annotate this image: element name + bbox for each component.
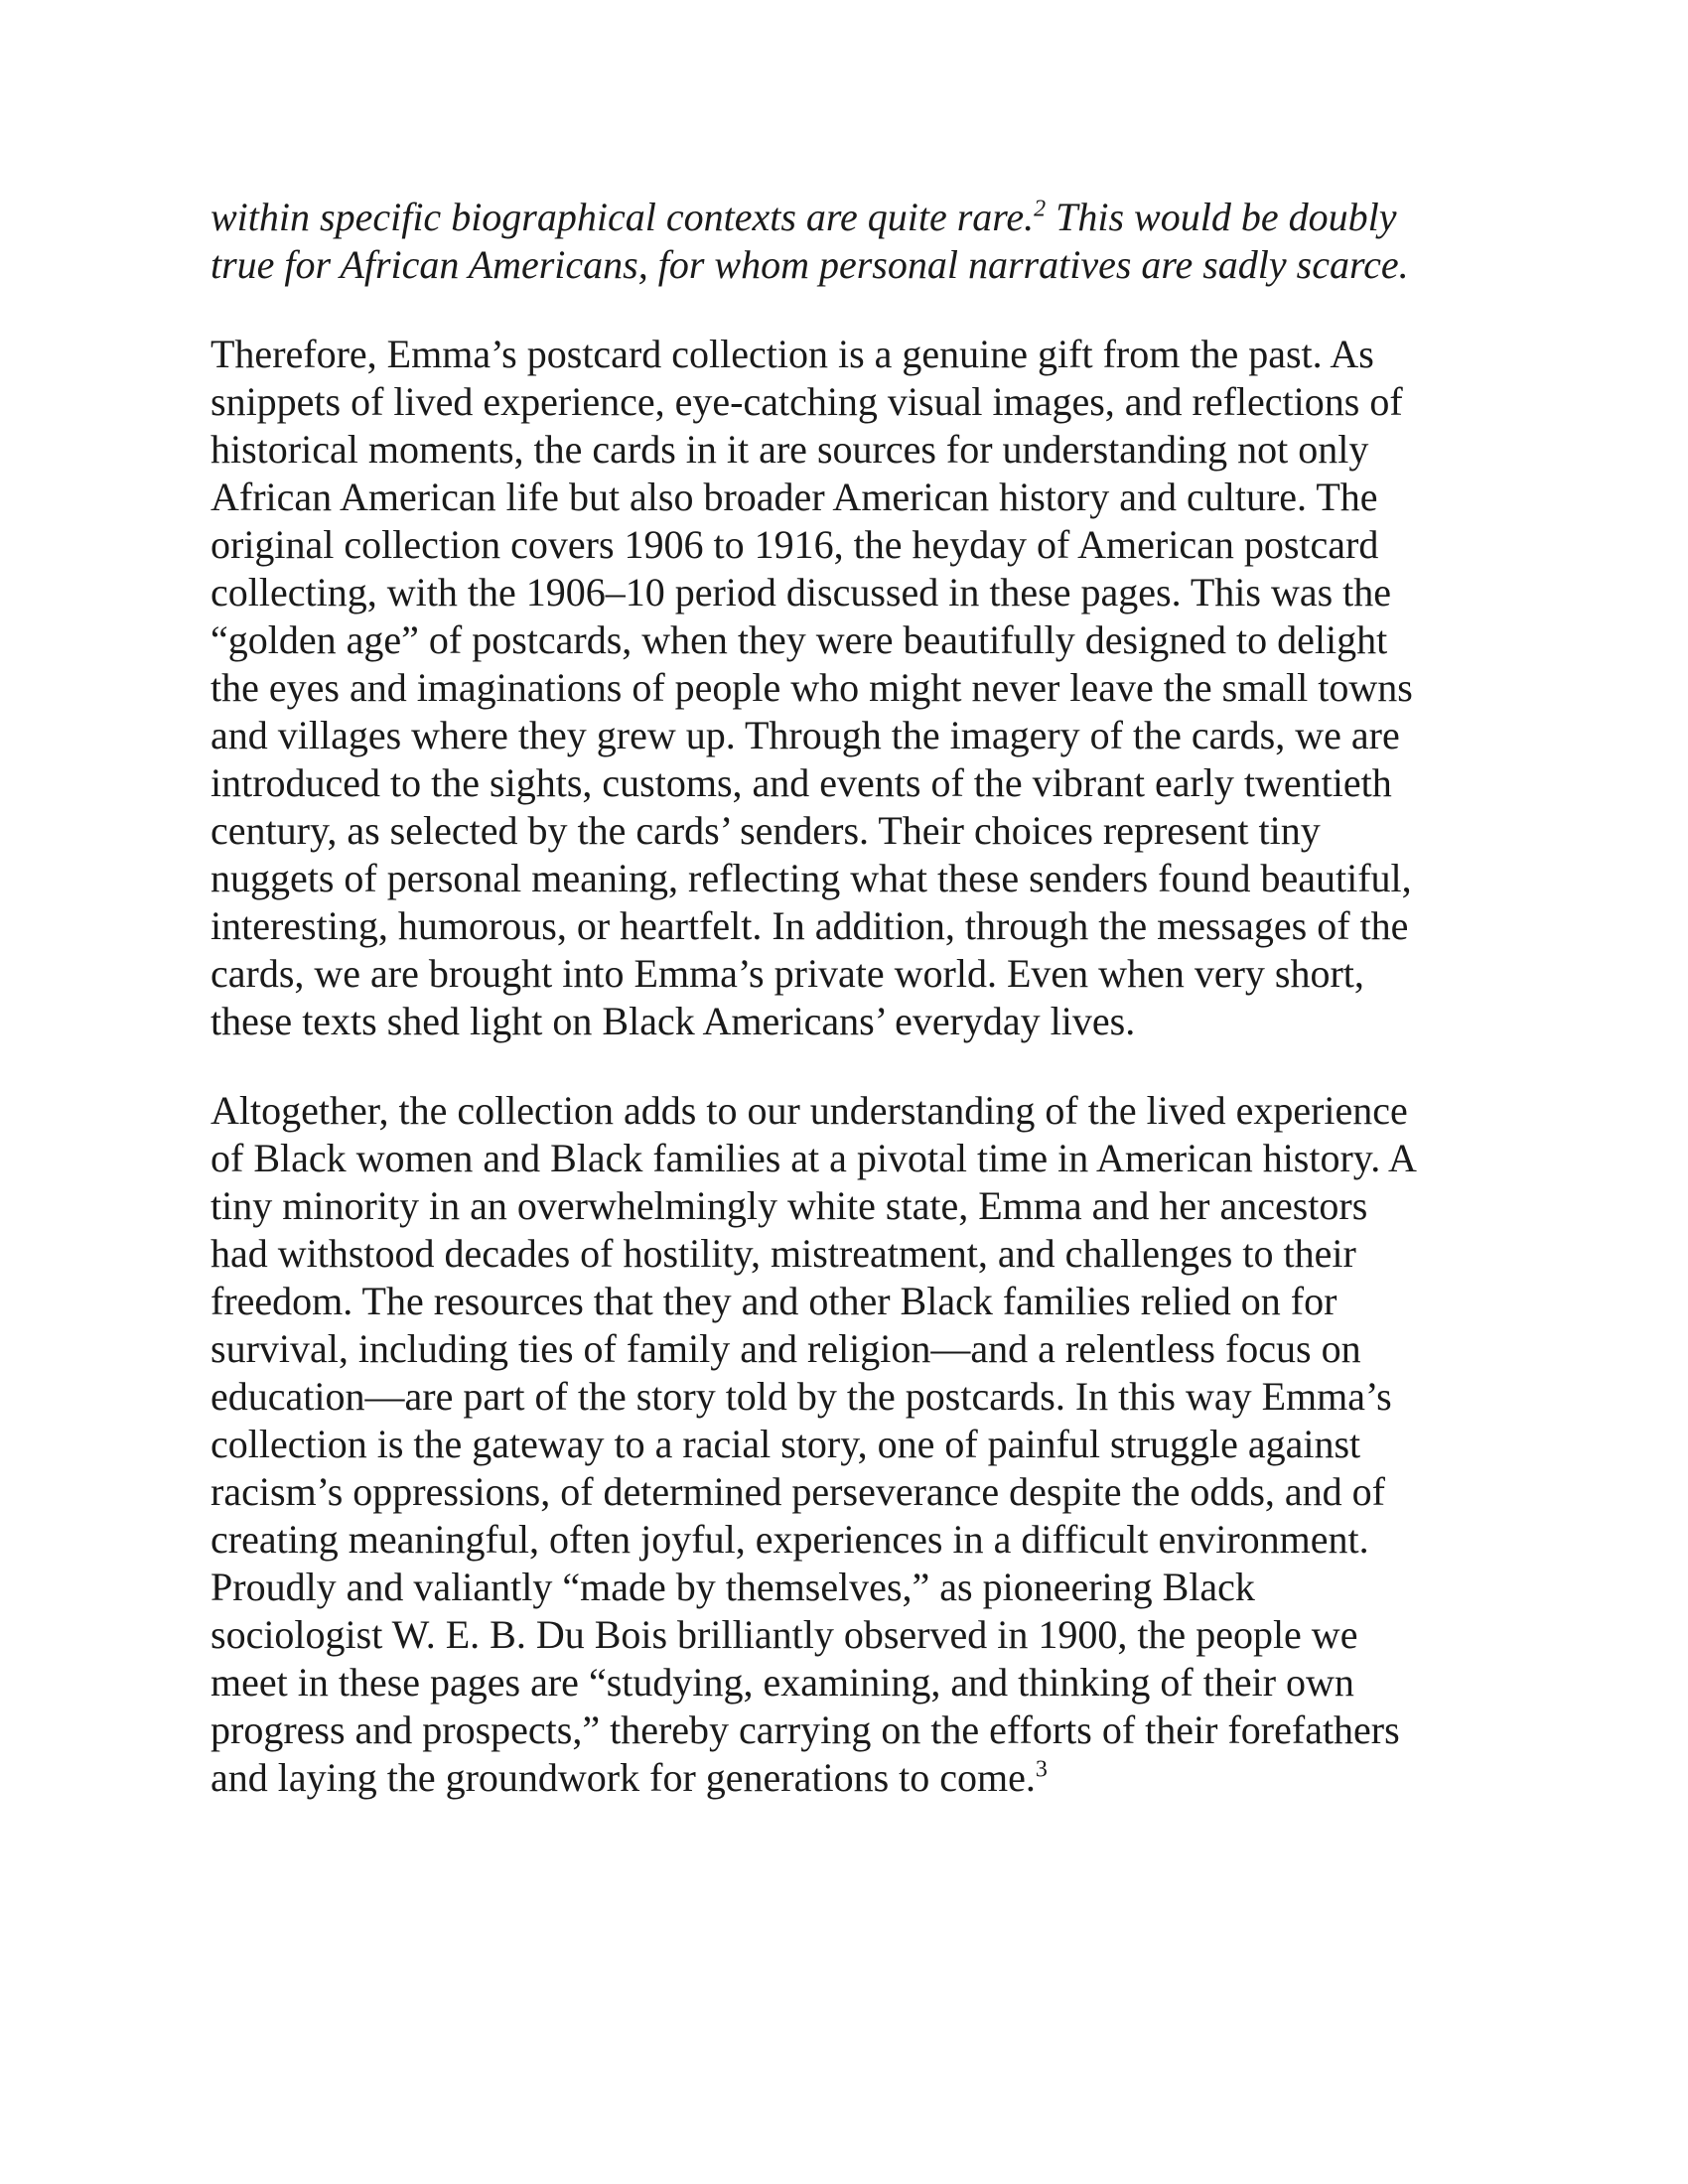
text-segment: and laying the groundwork for generations to come. <box>211 1755 1036 1800</box>
text-line: interesting, humorous, or heartfelt. In addition, through the messages of the <box>211 903 1409 948</box>
text-line: original collection covers 1906 to 1916, the heyday of American postcard <box>211 522 1379 567</box>
text-line: snippets of lived experience, eye-catching visual images, and reflections of <box>211 379 1403 424</box>
text-line: collecting, with the 1906–10 period discussed in these pages. This was the <box>211 570 1392 614</box>
text-line: cards, we are brought into Emma’s private world. Even when very short, <box>211 951 1364 996</box>
document-page <box>211 194 1491 1843</box>
text-line: nuggets of personal meaning, reflecting what these senders found beautiful, <box>211 856 1412 900</box>
text-line: tiny minority in an overwhelmingly white state, Emma and her ancestors <box>211 1183 1368 1228</box>
text-line: freedom. The resources that they and other Black families relied on for <box>211 1279 1337 1323</box>
text-line: Proudly and valiantly “made by themselves,” as pioneering Black <box>211 1565 1255 1609</box>
text-line: of Black women and Black families at a pivotal time in American history. A <box>211 1136 1417 1180</box>
text-segment: This would be doubly <box>1046 195 1397 239</box>
footnote-mark: 2 <box>1034 196 1047 222</box>
text-line: Therefore, Emma’s postcard collection is a genuine gift from the past. As <box>211 332 1374 376</box>
text-line <box>211 1754 1491 1802</box>
text-line: century, as selected by the cards’ senders. Their choices represent tiny <box>211 808 1321 853</box>
text-line: survival, including ties of family and religion—and a relentless focus on <box>211 1326 1361 1371</box>
text-line: meet in these pages are “studying, examining, and thinking of their own <box>211 1660 1354 1705</box>
text-line: progress and prospects,” thereby carrying on the efforts of their forefathers <box>211 1707 1400 1752</box>
text-line: education—are part of the story told by the postcards. In this way Emma’s <box>211 1374 1392 1419</box>
text-line: “golden age” of postcards, when they were beautifully designed to delight <box>211 617 1388 662</box>
paragraph-lived-experience <box>211 1087 1491 1802</box>
text-line: historical moments, the cards in it are sources for understanding not only <box>211 427 1369 472</box>
text-line: creating meaningful, often joyful, experiences in a difficult environment. <box>211 1517 1369 1562</box>
footnote-mark: 3 <box>1035 1756 1048 1783</box>
quote-end-paragraph <box>211 194 1491 289</box>
text-line: and villages where they grew up. Through the imagery of the cards, we are <box>211 713 1400 757</box>
text-line: sociologist W. E. B. Du Bois brilliantly observed in 1900, the people we <box>211 1612 1358 1657</box>
text-line: true for African Americans, for whom personal narratives are sadly scarce. <box>211 242 1409 287</box>
text-line: the eyes and imaginations of people who might never leave the small towns <box>211 665 1413 710</box>
text-line: African American life but also broader American history and culture. The <box>211 475 1378 519</box>
text-line: had withstood decades of hostility, mistreatment, and challenges to their <box>211 1231 1356 1276</box>
text-line: collection is the gateway to a racial story, one of painful struggle against <box>211 1422 1361 1466</box>
text-line: these texts shed light on Black Americans’ everyday lives. <box>211 999 1136 1043</box>
text-line: Altogether, the collection adds to our understanding of the lived experience <box>211 1088 1408 1133</box>
text-line <box>211 194 1491 241</box>
text-segment: within specific biographical contexts are quite rare. <box>211 195 1035 239</box>
text-line: racism’s oppressions, of determined perseverance despite the odds, and of <box>211 1469 1385 1514</box>
text-line: introduced to the sights, customs, and events of the vibrant early twentieth <box>211 760 1392 805</box>
paragraph-postcard-collection <box>211 331 1491 1045</box>
